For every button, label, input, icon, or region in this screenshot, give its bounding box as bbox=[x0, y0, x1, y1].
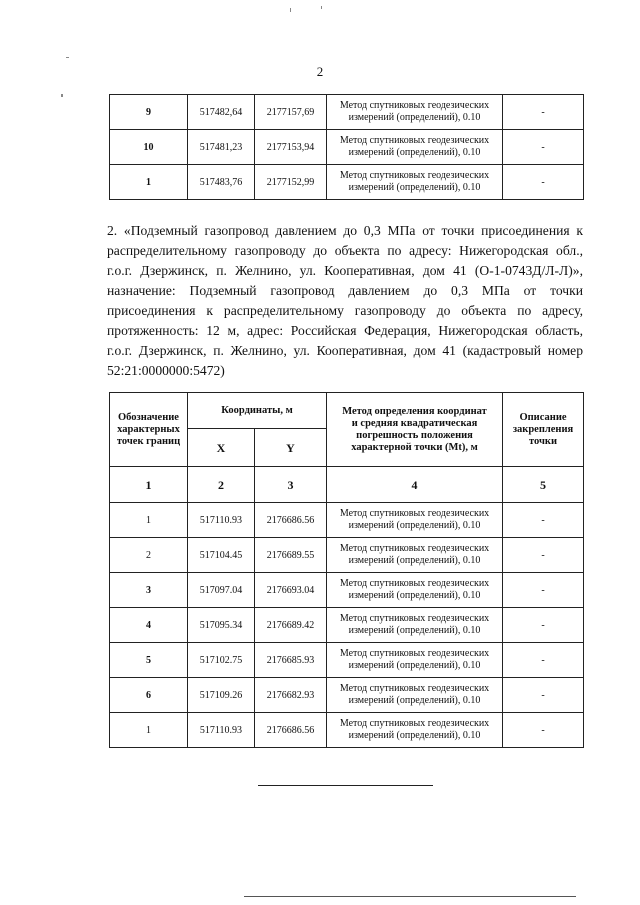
point-cell: 1 bbox=[110, 503, 188, 538]
method-line: Метод спутниковых геодезических bbox=[339, 648, 490, 659]
table-row bbox=[110, 678, 584, 713]
point-cell: 1 bbox=[110, 713, 188, 748]
table-row bbox=[110, 608, 584, 643]
table-row bbox=[110, 130, 584, 165]
footer-divider bbox=[244, 896, 576, 897]
description-cell: - bbox=[503, 130, 584, 165]
point-cell: 3 bbox=[110, 573, 188, 608]
method-line: Метод спутниковых геодезических bbox=[339, 100, 490, 111]
scan-speck bbox=[321, 6, 322, 9]
method-line: измерений (определений), 0.10 bbox=[348, 660, 481, 671]
column-number: 5 bbox=[503, 467, 584, 503]
method-line: Метод спутниковых геодезических bbox=[339, 508, 490, 519]
paragraph-line: 52:21:0000000:5472) bbox=[107, 363, 225, 378]
scan-speck bbox=[290, 8, 291, 12]
description-cell: - bbox=[503, 573, 584, 608]
method-cell bbox=[327, 713, 503, 748]
method-cell bbox=[327, 503, 503, 538]
point-cell: 2 bbox=[110, 538, 188, 573]
method-line: измерений (определений), 0.10 bbox=[348, 730, 481, 741]
description-cell: - bbox=[503, 503, 584, 538]
description-cell: - bbox=[503, 678, 584, 713]
table-row bbox=[110, 643, 584, 678]
description-cell: - bbox=[503, 165, 584, 200]
y-coordinate-cell: 2177152,99 bbox=[255, 165, 327, 200]
point-cell: 1 bbox=[110, 165, 188, 200]
paragraph-line: г.о.г. Дзержинск, п. Желнино, ул. Кооперативная, дом 41 (кадастровый номер bbox=[107, 343, 583, 358]
point-cell: 4 bbox=[110, 608, 188, 643]
method-line: Метод спутниковых геодезических bbox=[339, 613, 490, 624]
x-coordinate-cell: 517097.04 bbox=[188, 573, 255, 608]
x-coordinate-cell: 517483,76 bbox=[188, 165, 255, 200]
method-cell bbox=[327, 130, 503, 165]
method-line: Метод спутниковых геодезических bbox=[339, 718, 490, 729]
method-cell bbox=[327, 678, 503, 713]
description-cell: - bbox=[503, 95, 584, 130]
y-coordinate-cell: 2176689.55 bbox=[255, 538, 327, 573]
method-line: измерений (определений), 0.10 bbox=[348, 112, 481, 123]
column-number: 2 bbox=[188, 467, 255, 503]
method-cell bbox=[327, 95, 503, 130]
point-cell: 10 bbox=[110, 130, 188, 165]
header-line: Описание bbox=[519, 411, 567, 423]
method-cell bbox=[327, 165, 503, 200]
scan-speck bbox=[61, 94, 63, 97]
column-number: 4 bbox=[327, 467, 503, 503]
header-point-designation bbox=[110, 393, 188, 467]
header-line: характерных bbox=[117, 423, 180, 435]
header-method bbox=[327, 393, 503, 467]
x-coordinate-cell: 517104.45 bbox=[188, 538, 255, 573]
method-line: измерений (определений), 0.10 bbox=[348, 147, 481, 158]
y-coordinate-cell: 2176686.56 bbox=[255, 713, 327, 748]
object-description-paragraph bbox=[107, 221, 583, 381]
x-coordinate-cell: 517102.75 bbox=[188, 643, 255, 678]
paragraph-line: 2. «Подземный газопровод давлением до 0,3 МПа от точки присоединения к bbox=[107, 223, 583, 238]
table-row bbox=[110, 573, 584, 608]
header-line: Метод определения координат bbox=[342, 405, 487, 417]
table-row bbox=[110, 503, 584, 538]
method-line: Метод спутниковых геодезических bbox=[339, 683, 490, 694]
y-coordinate-cell: 2177157,69 bbox=[255, 95, 327, 130]
method-line: измерений (определений), 0.10 bbox=[348, 695, 481, 706]
scan-speck bbox=[66, 57, 69, 58]
method-line: измерений (определений), 0.10 bbox=[348, 625, 481, 636]
header-line: погрешность положения bbox=[356, 429, 473, 441]
top-coordinates-table bbox=[109, 94, 584, 200]
method-line: Метод спутниковых геодезических bbox=[339, 578, 490, 589]
header-y: Y bbox=[255, 429, 327, 467]
column-number: 3 bbox=[255, 467, 327, 503]
y-coordinate-cell: 2176682.93 bbox=[255, 678, 327, 713]
table-row bbox=[110, 95, 584, 130]
paragraph-line: присоединения к распределительному газопроводу до объекта по адресу, bbox=[107, 303, 583, 318]
method-cell bbox=[327, 643, 503, 678]
point-cell: 5 bbox=[110, 643, 188, 678]
point-cell: 9 bbox=[110, 95, 188, 130]
y-coordinate-cell: 2176693.04 bbox=[255, 573, 327, 608]
y-coordinate-cell: 2176689.42 bbox=[255, 608, 327, 643]
method-line: измерений (определений), 0.10 bbox=[348, 520, 481, 531]
y-coordinate-cell: 2176686.56 bbox=[255, 503, 327, 538]
closing-divider bbox=[258, 785, 433, 786]
main-coordinates-table bbox=[109, 392, 584, 748]
method-cell bbox=[327, 608, 503, 643]
y-coordinate-cell: 2177153,94 bbox=[255, 130, 327, 165]
paragraph-line: г.о.г. Дзержинск, п. Желнино, ул. Кооперативная, дом 41 (О-1-0743Д/Л-Л)», bbox=[107, 263, 583, 278]
page-number: 2 bbox=[316, 64, 324, 79]
method-line: Метод спутниковых геодезических bbox=[339, 543, 490, 554]
method-cell bbox=[327, 573, 503, 608]
table-row bbox=[110, 165, 584, 200]
x-coordinate-cell: 517481,23 bbox=[188, 130, 255, 165]
paragraph-line: назначение: Подземный газопровод давлением до 0,3 МПа от точки bbox=[107, 283, 583, 298]
header-coordinates: Координаты, м bbox=[188, 393, 327, 429]
method-line: измерений (определений), 0.10 bbox=[348, 590, 481, 601]
method-line: измерений (определений), 0.10 bbox=[348, 555, 481, 566]
y-coordinate-cell: 2176685.93 bbox=[255, 643, 327, 678]
point-cell: 6 bbox=[110, 678, 188, 713]
header-line: точек границ bbox=[116, 435, 181, 447]
table-row bbox=[110, 538, 584, 573]
header-description bbox=[503, 393, 584, 467]
x-coordinate-cell: 517110.93 bbox=[188, 503, 255, 538]
header-line: Обозначение bbox=[118, 411, 179, 423]
description-cell: - bbox=[503, 713, 584, 748]
paragraph-line: протяженность: 12 м, адрес: Российская Федерация, Нижегородская область, bbox=[107, 323, 583, 338]
paragraph-line: распределительному газопроводу до объекта по адресу: Нижегородская обл., bbox=[107, 243, 583, 258]
x-coordinate-cell: 517482,64 bbox=[188, 95, 255, 130]
method-line: измерений (определений), 0.10 bbox=[348, 182, 481, 193]
column-number: 1 bbox=[110, 467, 188, 503]
x-coordinate-cell: 517095.34 bbox=[188, 608, 255, 643]
header-line: характерной точки (Mt), м bbox=[351, 441, 478, 453]
description-cell: - bbox=[503, 643, 584, 678]
method-cell bbox=[327, 538, 503, 573]
x-coordinate-cell: 517110.93 bbox=[188, 713, 255, 748]
x-coordinate-cell: 517109.26 bbox=[188, 678, 255, 713]
description-cell: - bbox=[503, 608, 584, 643]
description-cell: - bbox=[503, 538, 584, 573]
method-line: Метод спутниковых геодезических bbox=[339, 170, 490, 181]
header-line: точки bbox=[529, 435, 558, 447]
header-line: закрепления bbox=[512, 423, 574, 435]
table-row bbox=[110, 713, 584, 748]
header-x: X bbox=[188, 429, 255, 467]
method-line: Метод спутниковых геодезических bbox=[339, 135, 490, 146]
header-line: и средняя квадратическая bbox=[351, 417, 478, 429]
